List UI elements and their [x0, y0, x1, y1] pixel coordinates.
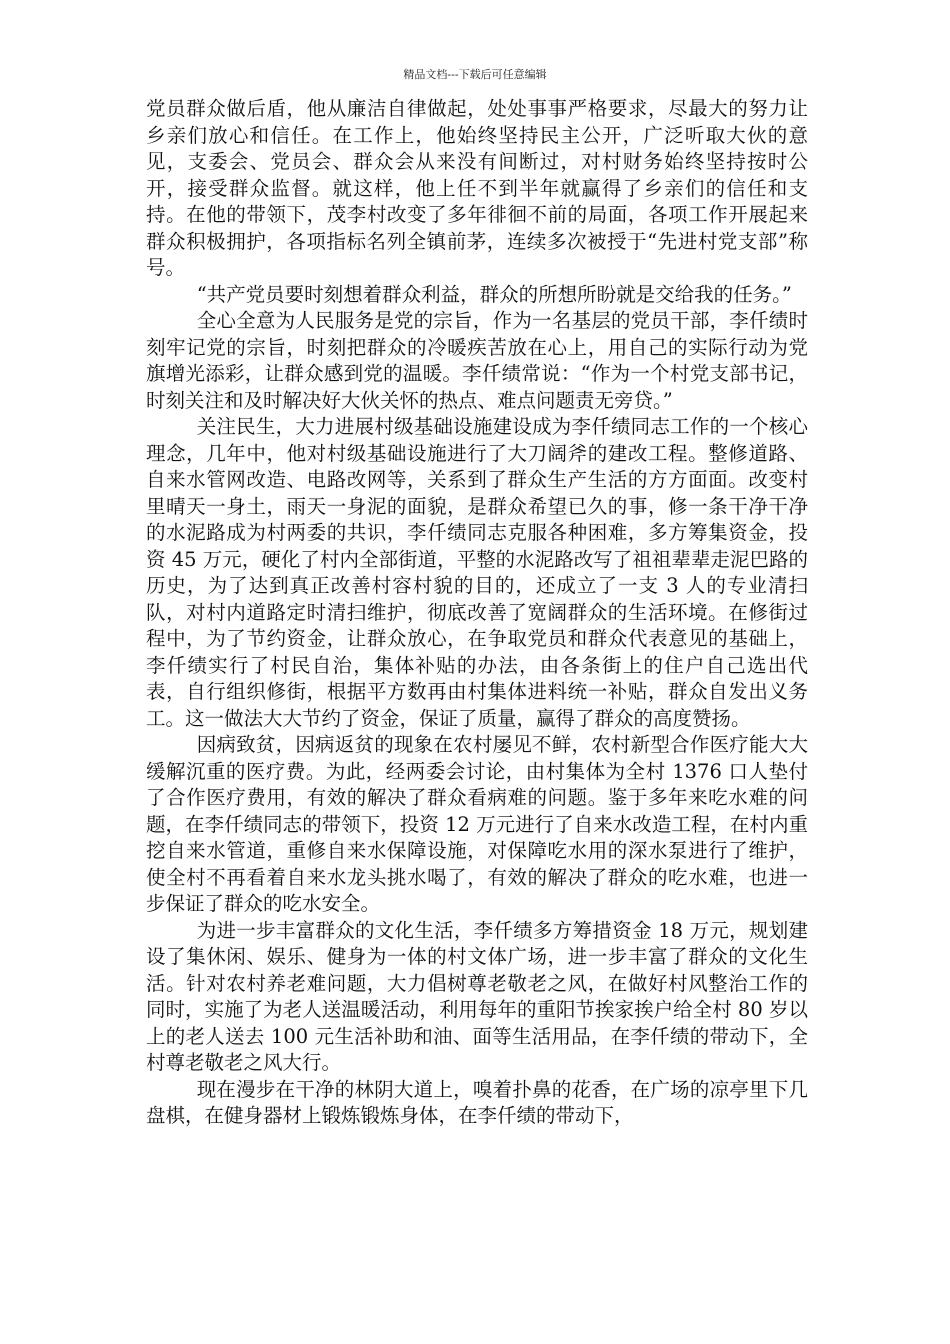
paragraph: 关注民生，大力进展村级基础设施建设成为李仟绩同志工作的一个核心理念，几年中，他对村级基础设施进行了大刀阔斧的建改工程。整修道路、自来水管网改造、电路改网等，关系到了群众生产生活的方方面面。改变村里晴天一身土，雨天一身泥的面貌，是群众希望已久的事，修一条干净干净的水泥路成为村两委的共识，李仟绩同志克服各种困难，多方筹集资金，投资 45 万元，硬化了村内全部街道，平整的水泥路改写了祖祖辈辈走泥巴路的历史，为了达到真正改善村容村貌的目的，还成立了一支 3 人的专业清扫队，对村内道路定时清扫维护，彻底改善了宽阔群众的生活环境。在修街过程中，为了节约资金，让群众放心，在争取党员和群众代表意见的基础上，李仟绩实行了村民自治，集体补贴的办法，由各条街上的住户自己选出代表，自行组织修街，根据平方数再由村集体进料统一补贴，群众自发出义务工。这一做法大大节约了资金，保证了质量，赢得了群众的高度赞扬。: [146, 415, 808, 730]
page-header: 精品文档---下载后可任意编辑: [403, 68, 547, 81]
document-body: [146, 96, 808, 1130]
paragraph: 为进一步丰富群众的文化生活，李仟绩多方筹措资金 18 万元，规划建设了集休闲、娱乐、健身为一体的村文体广场，进一步丰富了群众的文化生活。针对农村养老难问题，大力倡树尊老敬老之风，在做好村风整治工作的同时，实施了为老人送温暖活动，利用每年的重阳节挨家挨户给全村 80 岁以上的老人送去 100 元生活补助和油、面等生活用品，在李仟绩的带动下，全村尊老敬老之风大行。: [146, 918, 808, 1074]
paragraph: “共产党员要时刻想着群众利益，群众的所想所盼就是交给我的任务。”: [196, 282, 792, 306]
paragraph: 党员群众做后盾，他从廉洁自律做起，处处事事严格要求，尽最大的努力让乡亲们放心和信任。在工作上，他始终坚持民主公开，广泛听取大伙的意见，支委会、党员会、群众会从来没有间断过，对村财务始终坚持按时公开，接受群众监督。就这样，他上任不到半年就赢得了乡亲们的信任和支持。在他的带领下，茂李村改变了多年徘徊不前的局面，各项工作开展起来群众积极拥护，各项指标名列全镇前茅，连续多次被授于“先进村党支部”称号。: [146, 97, 808, 279]
paragraph: 全心全意为人民服务是党的宗旨，作为一名基层的党员干部，李仟绩时刻牢记党的宗旨，时刻把群众的冷暖疾苦放在心上，用自己的实际行动为党旗增光添彩，让群众感到党的温暖。李仟绩常说：“作为一个村党支部书记，时刻关注和及时解决好大伙关怀的热点、难点问题责无旁贷。”: [146, 309, 808, 412]
paragraph: 现在漫步在干净的林阴大道上，嗅着扑鼻的花香，在广场的凉亭里下几盘棋，在健身器材上锻炼锻炼身体，在李仟绩的带动下，: [146, 1077, 808, 1127]
paragraph: 因病致贫，因病返贫的现象在农村屡见不鲜，农村新型合作医疗能大大缓解沉重的医疗费。为此，经两委会讨论，由村集体为全村 1376 口人垫付了合作医疗费用，有效的解决了群众看病难的问题。鉴于多年来吃水难的问题，在李仟绩同志的带领下，投资 12 万元进行了自来水改造工程，在村内重挖自来水管道，重修自来水保障设施，对保障吃水用的深水泵进行了维护，使全村不再看着自来水龙头挑水喝了，有效的解决了群众的吃水难，也进一步保证了群众的吃水安全。: [146, 733, 808, 915]
